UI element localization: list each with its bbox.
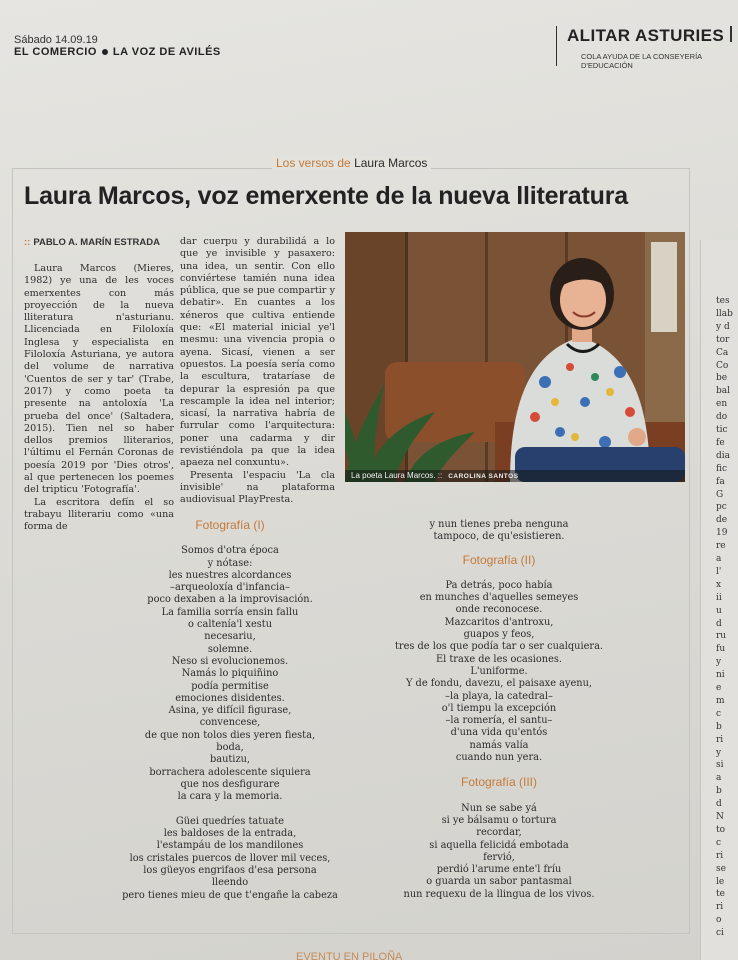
- photo-illustration: [345, 232, 685, 482]
- poem-line: Nun se sabe yá: [461, 802, 537, 814]
- paragraph: dar cuerpu y durabilidá a lo que ye invisible y pasaxero: una idea, un sentir. Con ello conviértese tamién nuna idea pública, que se pue compartir y debatir». En cuantes a los xéneros que cultiva entiende que: «El material inicial ye'l mesmu: una vivencia propia o ayena. Sicasí, vienen a ser opuestos. La poesía sería como la escultura, trataríase de depurar la espresión pa que rescample la idea nel interior; sicasí, la narrativa habría de furrular como l'arquitectura: poner una cadarma y dir revistiéndola pa que la idea apaeza nel conxuntu».: [180, 236, 335, 469]
- poem-line: Namás lo piquiñino: [181, 668, 279, 680]
- column-fragment: ri: [716, 734, 724, 745]
- poem-line: perdió l'arume ente'l fríu: [436, 864, 562, 876]
- poem-line: si aquella felicidá embotada: [429, 839, 569, 851]
- column-fragment: o: [716, 915, 722, 926]
- column-fragment: Ca: [716, 347, 729, 358]
- paragraph: Laura Marcos (Mieres, 1982) ye una de les voces emerxentes con más proyección de la nueva lliteratura n'asturianu. Llicenciada en Filoloxía Inglesa y especialista en Filoloxía Asturiana, ye autora del volume de narrativa 'Cuentos de ser y tar' (Trabe, 2017) y como poeta ta presente na antoloxía 'La prueba del once' (Saltadera, 2015). Tien nel so haber dellos premios lliterarios, l'últimu el Fernán Coronas de poesía 2019 por 'Dies otros', al que pertenecen los poemes del tripticu 'Fotografía'.: [24, 263, 174, 496]
- column-fragment: fe: [716, 437, 725, 448]
- header-left: [14, 34, 221, 58]
- poem-line: Y de fondu, davezu, el paisaxe ayenu,: [405, 678, 593, 690]
- column-fragment: ii: [716, 592, 722, 603]
- credit-mark: ::: [437, 471, 443, 480]
- column-fragment: b: [716, 721, 722, 732]
- issue-date: Sábado 14.09.19: [14, 34, 98, 46]
- poem-line: Mazcaritos d'antroxu,: [444, 616, 554, 628]
- article-column-1: [24, 263, 174, 534]
- byline-mark: ::: [24, 237, 31, 248]
- poem-lines: [110, 545, 350, 902]
- article-headline: Laura Marcos, voz emerxente de la nueva lliteratura: [24, 182, 628, 210]
- column-fragment: d: [716, 799, 722, 810]
- poem-line: los güeyos engrifaos d'esa persona: [143, 865, 317, 877]
- poem-line: poco dexaben a la improvisación.: [147, 594, 313, 606]
- next-article-heading: EVENTU EN PILOÑA: [296, 951, 403, 960]
- column-fragment: ci: [716, 928, 724, 939]
- poem-line: Asina, ye difícil figurase,: [168, 705, 292, 717]
- poem-line: boda,: [216, 742, 244, 754]
- poem-line: necesariu,: [204, 631, 256, 643]
- poem-line: les nuestres alcordances: [168, 569, 292, 581]
- poem-line: d'una vida qu'entós: [450, 727, 548, 739]
- column-fragment: y: [716, 657, 722, 668]
- poem-line: o guarda un sabor pantasmal: [426, 876, 572, 888]
- column-fragment: c: [716, 708, 722, 719]
- poem-line: Pa detrás, poco había: [445, 579, 553, 591]
- poem-line: [110, 804, 350, 816]
- poem-line: bautizu,: [209, 754, 251, 766]
- column-fragment: tic: [716, 425, 728, 435]
- poem-line: la cara y la memoria.: [177, 791, 283, 803]
- column-fragment: en: [716, 399, 728, 410]
- column-fragment: to: [716, 824, 726, 835]
- kicker-prefix: Los versos de: [276, 156, 351, 170]
- poem-line: Güei quedríes tatuate: [175, 815, 285, 827]
- poem-title: Fotografía (I): [195, 518, 265, 532]
- poem-title: Fotografía (III): [460, 775, 538, 790]
- poem-line: Neso si evolucionemos.: [171, 655, 289, 667]
- poem-line: –la romería, el santu–: [445, 715, 553, 727]
- column-fragment: y: [716, 747, 722, 758]
- column-fragment: llab: [716, 308, 733, 319]
- poem-lines: [374, 580, 624, 764]
- byline-author: PABLO A. MARÍN ESTRADA: [33, 237, 160, 248]
- article-kicker: [272, 156, 431, 170]
- poem-line: podía permitise: [191, 680, 269, 692]
- column-fragment: x: [716, 579, 722, 590]
- poem-line: namás valía: [469, 739, 529, 751]
- paragraph: Presenta l'espaciu 'La cla invisible' na plataforma audiovisual PlayPresta.: [180, 469, 335, 506]
- poem-line: los cristales puercos de llover mil veces,: [129, 852, 331, 864]
- column-fragment: fu: [716, 644, 726, 655]
- section-title: ALITAR ASTURIES: [567, 26, 725, 45]
- poem-line: tres de los que podía tar o ser cualquiera.: [394, 641, 604, 653]
- kicker-name: Laura Marcos: [354, 156, 428, 170]
- poem-line: lleendo: [211, 877, 249, 889]
- column-fragment: se: [716, 863, 726, 874]
- photo-caption: [345, 470, 685, 482]
- poem-line: o caltenía'l xestu: [187, 619, 273, 631]
- poem-line: fervió,: [483, 851, 515, 863]
- column-fragment: N: [716, 812, 724, 822]
- newspaper-names: [14, 46, 221, 58]
- paper-name-right: LA VOZ DE AVILÉS: [112, 46, 221, 58]
- poem-line: y nun tienes preba nenguna: [429, 519, 569, 530]
- poem-line: que nos desfigurare: [180, 778, 280, 790]
- caption-text: La poeta Laura Marcos.: [351, 471, 436, 480]
- poem-line: l'estampáu de los mandilones: [156, 840, 304, 852]
- poem-column-2: [374, 519, 624, 901]
- poem-line: si ye bálsamu o tortura: [441, 814, 557, 826]
- header-divider: [730, 26, 732, 42]
- column-fragment: y d: [716, 321, 730, 332]
- column-fragment: d: [716, 618, 722, 629]
- poem-lines: [374, 803, 624, 901]
- poem-line: onde reconocese.: [455, 604, 543, 616]
- section-sponsor: COLA AYUDA DE LA CONSEYERÍA D'EDUCACIÓN: [581, 52, 702, 70]
- column-fragment: fa: [716, 476, 725, 487]
- column-fragment: do: [716, 412, 728, 423]
- column-fragment: b: [716, 786, 722, 797]
- poem-line: tampoco, de qu'esistieren.: [433, 531, 565, 543]
- paragraph: La escritora defín el so trabayu lliterariu como «una forma de: [24, 496, 174, 533]
- poem-line: –arqueoloxía d'infancia–: [170, 582, 290, 594]
- column-fragment: fic: [716, 463, 728, 474]
- column-fragment: pc: [716, 502, 727, 513]
- poem-line: y nótase:: [207, 557, 253, 569]
- column-fragment: be: [716, 373, 728, 384]
- column-fragment: ni: [716, 670, 725, 681]
- poem-line: nun requexu de la llingua de los vivos.: [403, 888, 595, 900]
- column-fragment: a: [716, 773, 722, 784]
- poem-line: o'l tiempu la excepción: [441, 702, 557, 714]
- poem-line: pero tienes mieu de que t'engañe la cabeza: [122, 889, 338, 901]
- column-fragment: e: [716, 683, 722, 693]
- column-fragment: Co: [716, 360, 729, 371]
- author-photo: [345, 232, 685, 482]
- poem-line: Somos d'otra época: [181, 545, 279, 557]
- poem-line: guapos y feos,: [463, 629, 535, 641]
- column-fragment: ri: [716, 902, 724, 913]
- column-fragment: c: [716, 837, 722, 848]
- paper-name-left: EL COMERCIO: [14, 46, 97, 58]
- column-fragment: le: [716, 876, 725, 887]
- column-fragment: tes: [716, 296, 730, 306]
- column-fragment: re: [716, 541, 726, 552]
- column-fragment: tor: [716, 334, 730, 345]
- byline: [24, 237, 160, 248]
- column-fragment: ri: [716, 850, 724, 861]
- column-fragment: G: [716, 489, 724, 500]
- column-fragment: dia: [716, 450, 731, 461]
- poem-line: solemne.: [207, 643, 253, 655]
- poem-line: recordar,: [476, 827, 522, 839]
- poem-line: les baldoses de la entrada,: [163, 828, 297, 840]
- poem-line: La familia sorría ensin fallu: [161, 606, 299, 618]
- column-fragment: l': [716, 566, 722, 577]
- poem-line: en munches d'aquelles semeyes: [419, 592, 579, 604]
- column-fragment: bal: [716, 386, 731, 397]
- section-header: [556, 26, 738, 70]
- column-fragment: u: [716, 605, 722, 616]
- article-column-2: [180, 236, 335, 507]
- column-fragment: te: [716, 889, 725, 900]
- poem-line: borrachera adolescente siquiera: [149, 766, 311, 778]
- poem-title: Fotografía (II): [462, 552, 536, 567]
- column-fragment: si: [716, 760, 724, 771]
- poem-line: –la playa, la catedral–: [445, 690, 553, 702]
- column-fragment: de: [716, 515, 728, 526]
- column-fragment: ru: [716, 631, 727, 642]
- poem-fotografia-1: [110, 519, 350, 902]
- column-fragment: a: [716, 554, 722, 564]
- poem-line: El traxe de les ocasiones.: [435, 653, 563, 665]
- poem-line: convencese,: [199, 717, 261, 729]
- poem-line: emociones disidentes.: [175, 692, 285, 704]
- bullet-icon: [102, 49, 108, 55]
- column-fragment: 19: [716, 528, 728, 539]
- poem-1-continuation: [374, 519, 624, 544]
- photo-credit: CAROLINA SANTOS: [448, 473, 519, 480]
- poem-line: cuando nun yera.: [455, 752, 543, 764]
- poem-line: de que non tolos dies yeren fiesta,: [144, 729, 316, 741]
- column-fragment: m: [716, 695, 725, 706]
- poem-line: L'uniforme.: [470, 665, 528, 677]
